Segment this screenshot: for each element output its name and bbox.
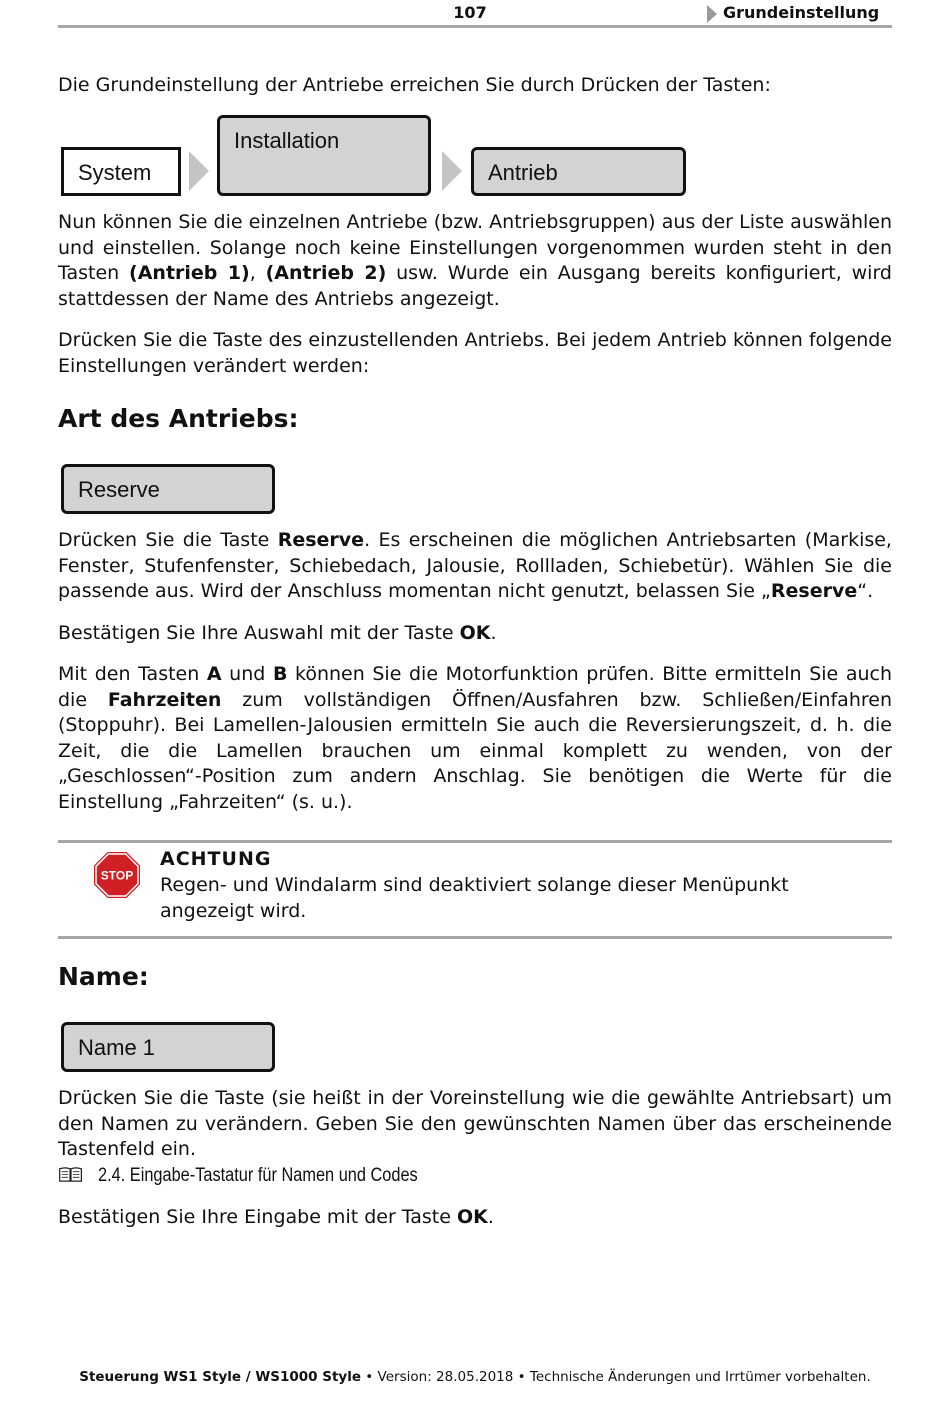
reference-link[interactable] [58, 1165, 470, 1187]
reference-text: 2.4. Eingabe-Tastatur für Namen und Codes [97, 1165, 418, 1186]
svg-text:STOP: STOP [100, 868, 134, 883]
paragraph: Drücken Sie die Taste Reserve. Es erscheinen die möglichen Antriebsarten (Markise, Fenster, Stufenfenster, Schiebedach, Jalousie, Rollladen, Schiebetür). Wählen Sie die passende aus. Wird der Anschluss momentan nicht genutzt, belassen Sie „Reserve“. [58, 529, 892, 603]
warning-title: ACHTUNG [160, 848, 272, 870]
antrieb-key [471, 147, 686, 196]
name1-key [61, 1022, 275, 1072]
antrieb-key-label: Antrieb [488, 160, 558, 185]
paragraph: Drücken Sie die Taste des einzustellenden Antriebs. Bei jedem Antrieb können folgende Einstellungen verändert werden: [58, 329, 892, 377]
paragraph: Bestätigen Sie Ihre Eingabe mit der Taste OK. [58, 1206, 494, 1228]
paragraph: Bestätigen Sie Ihre Auswahl mit der Taste OK. [58, 622, 497, 644]
paragraph: Drücken Sie die Taste (sie heißt in der Voreinstellung wie die gewählte Antriebsart) um den Namen zu verändern. Geben Sie den gewünschten Namen über das erscheinende Tastenfeld ein. [58, 1087, 892, 1161]
warning-rule-top [58, 840, 892, 843]
installation-key [217, 115, 431, 196]
arrow-icon [442, 151, 462, 191]
installation-key-label: Installation [234, 128, 340, 153]
arrow-icon [189, 151, 209, 191]
page-number: 107 [453, 3, 487, 22]
book-icon [58, 1166, 84, 1183]
footer: Steuerung WS1 Style / WS1000 Style • Version: 28.05.2018 • Technische Änderungen und Irrtümer vorbehalten. [79, 1369, 871, 1385]
name1-key-label: Name 1 [78, 1035, 156, 1060]
header-rule [58, 25, 892, 28]
warning-rule-bottom [58, 936, 892, 939]
warning-text: Regen- und Windalarm sind deaktiviert solange dieser Menüpunkt angezeigt wird. [160, 874, 789, 922]
reserve-key-label: Reserve [78, 477, 160, 502]
system-key [61, 147, 181, 196]
heading-name: Name: [58, 962, 149, 991]
intro-text: Die Grundeinstellung der Antriebe erreichen Sie durch Drücken der Tasten: [58, 74, 771, 96]
system-key-label: System [78, 160, 152, 185]
stop-icon [94, 852, 140, 898]
reserve-key [61, 464, 275, 514]
paragraph: Mit den Tasten A und B können Sie die Motorfunktion prüfen. Bitte ermitteln Sie auch die Fahrzeiten zum vollständigen Öffnen/Ausfahren bzw. Schließen/Einfahren (Stoppuhr). Bei Lamellen-Jalousien ermitteln Sie auch die Reversierungszeit, d. h. die Zeit, die die Lamellen brauchen um einmal komplett zu wenden, von der „Geschlossen“-Position zum andern Anschlag. Sie benötigen die Werte für die Einstellung „Fahrzeiten“ (s. u.). [58, 663, 892, 813]
header-triangle-icon [707, 5, 717, 23]
section-title: Grundeinstellung [723, 3, 880, 22]
paragraph: Nun können Sie die einzelnen Antriebe (bzw. Antriebsgruppen) aus der Liste auswählen und einstellen. Solange noch keine Einstellungen vorgenommen wurden steht in den Tasten (Antrieb 1), (Antrieb 2) usw. Wurde ein Ausgang bereits konfiguriert, wird stattdessen der Name des Antriebs angezeigt. [58, 211, 892, 310]
heading-art-des-antriebs: Art des Antriebs: [58, 404, 299, 433]
